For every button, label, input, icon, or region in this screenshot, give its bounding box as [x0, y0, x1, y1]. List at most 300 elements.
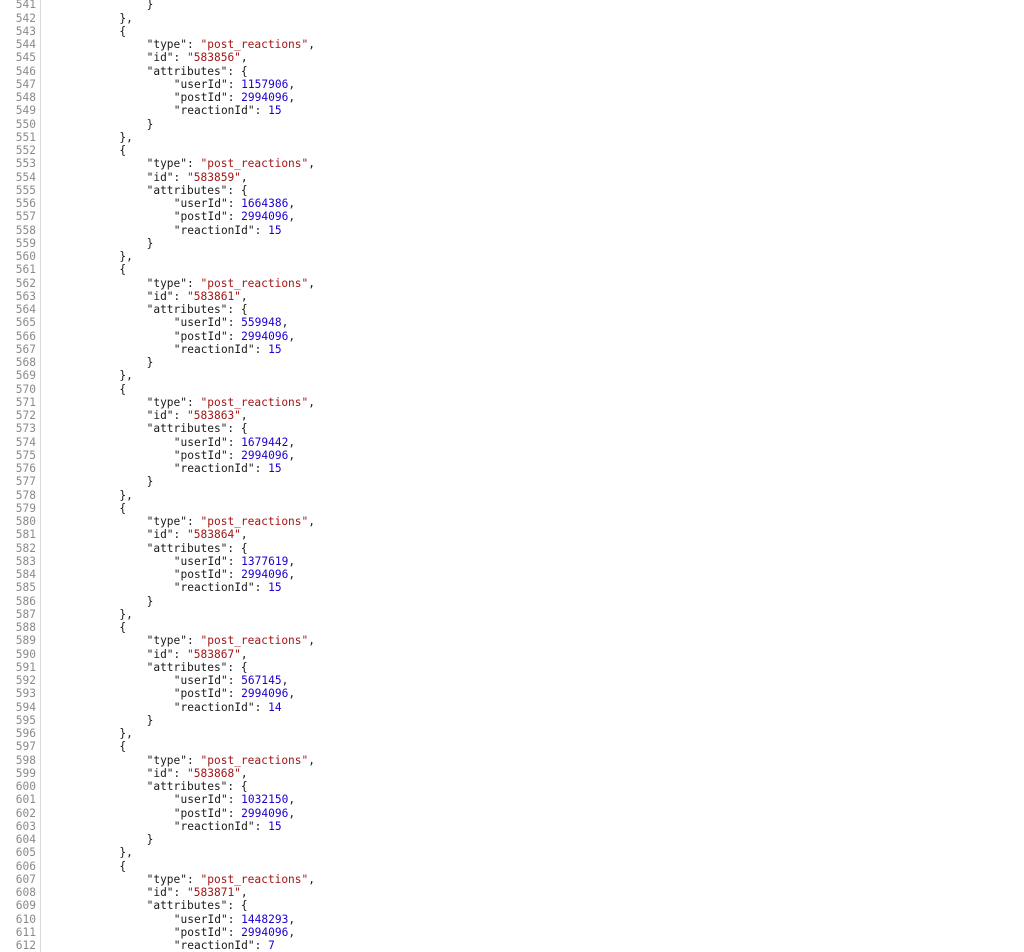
json-punctuation: { [119, 382, 127, 396]
json-number-value: 567145 [241, 674, 282, 687]
code-line [0, 250, 1024, 263]
json-punctuation: } [146, 713, 154, 727]
json-punctuation: : [227, 77, 242, 91]
json-key: "userId" [173, 77, 228, 91]
line-number: 544 [0, 38, 41, 51]
json-number-value: 1157906 [241, 77, 289, 91]
line-content [41, 727, 1024, 740]
json-punctuation: , [308, 395, 316, 409]
json-punctuation: : [227, 793, 242, 807]
code-line [0, 78, 1024, 91]
line-content [41, 528, 1024, 541]
json-key: "postId" [173, 91, 228, 104]
line-content [41, 833, 1024, 846]
json-key: "id" [146, 886, 174, 899]
line-content [41, 343, 1024, 356]
code-line [0, 171, 1024, 184]
code-line [0, 846, 1024, 859]
line-content [41, 661, 1024, 674]
json-punctuation: : [187, 157, 201, 171]
json-punctuation: : [187, 276, 201, 290]
line-content [41, 224, 1024, 237]
json-punctuation: , [240, 528, 248, 542]
json-key: "reactionId" [173, 581, 255, 595]
code-line [0, 449, 1024, 462]
code-line [0, 555, 1024, 568]
code-line [0, 701, 1024, 714]
line-content [41, 555, 1024, 568]
code-line [0, 939, 1024, 952]
code-line [0, 727, 1024, 740]
json-string-value: "583859" [187, 170, 241, 184]
line-number: 553 [0, 157, 41, 170]
code-line [0, 462, 1024, 475]
line-number: 570 [0, 383, 41, 396]
json-punctuation: : [227, 687, 242, 701]
line-number: 602 [0, 807, 41, 820]
json-key: "userId" [173, 435, 228, 449]
json-punctuation: , [288, 568, 296, 581]
json-punctuation: }, [119, 488, 133, 502]
line-number: 612 [0, 939, 41, 952]
json-punctuation: : [187, 395, 201, 409]
line-number: 566 [0, 330, 41, 343]
json-string-value: "583868" [187, 766, 241, 780]
json-punctuation: { [119, 859, 127, 873]
line-number: 577 [0, 475, 41, 488]
json-punctuation: : [227, 197, 242, 210]
json-key: "postId" [173, 329, 228, 343]
json-key: "userId" [173, 793, 228, 807]
json-key: "type" [146, 753, 188, 767]
code-line [0, 489, 1024, 502]
json-string-value: "post_reactions" [200, 634, 309, 648]
json-punctuation: , [288, 925, 296, 939]
line-number: 569 [0, 369, 41, 382]
code-line [0, 740, 1024, 753]
json-punctuation: : [187, 38, 201, 51]
line-number: 578 [0, 489, 41, 502]
json-key: "reactionId" [173, 700, 255, 714]
json-punctuation: , [308, 515, 316, 528]
json-string-value: "post_reactions" [200, 276, 309, 290]
code-line [0, 436, 1024, 449]
line-content [41, 926, 1024, 939]
json-key: "userId" [173, 316, 228, 330]
line-content [41, 277, 1024, 290]
json-punctuation: , [288, 329, 296, 343]
json-punctuation: , [288, 210, 296, 224]
json-punctuation: : [227, 806, 242, 820]
json-punctuation: , [308, 634, 316, 648]
line-number: 562 [0, 277, 41, 290]
json-punctuation: : [254, 462, 269, 475]
json-string-value: "583871" [187, 886, 241, 899]
line-number: 608 [0, 886, 41, 899]
code-line [0, 277, 1024, 290]
line-content [41, 131, 1024, 144]
json-key: "type" [146, 395, 188, 409]
line-content [41, 290, 1024, 303]
code-line [0, 369, 1024, 382]
line-number: 561 [0, 263, 41, 276]
line-content [41, 237, 1024, 250]
line-number: 606 [0, 860, 41, 873]
code-line [0, 157, 1024, 170]
line-content [41, 144, 1024, 157]
json-number-value: 1664386 [241, 197, 289, 210]
code-line [0, 820, 1024, 833]
line-content [41, 515, 1024, 528]
line-content [41, 250, 1024, 263]
json-punctuation: }, [119, 846, 133, 860]
json-punctuation: }, [119, 11, 133, 25]
json-punctuation: } [146, 833, 154, 846]
code-line [0, 687, 1024, 700]
json-punctuation: , [281, 674, 289, 687]
line-content [41, 714, 1024, 727]
json-string-value: "583863" [187, 409, 241, 422]
json-key: "type" [146, 872, 188, 886]
code-line [0, 793, 1024, 806]
line-number: 605 [0, 846, 41, 859]
json-punctuation: : [227, 674, 242, 687]
json-punctuation: : [187, 872, 201, 886]
json-key: "attributes" [146, 422, 228, 436]
code-line [0, 886, 1024, 899]
json-punctuation: , [288, 91, 296, 104]
json-key: "id" [146, 409, 174, 422]
json-punctuation: , [240, 647, 248, 661]
code-line [0, 210, 1024, 223]
json-number-value: 15 [268, 342, 282, 356]
line-number: 586 [0, 595, 41, 608]
line-number: 611 [0, 926, 41, 939]
json-key: "postId" [173, 210, 228, 224]
json-punctuation: , [240, 409, 248, 422]
line-content [41, 51, 1024, 64]
line-number: 596 [0, 727, 41, 740]
line-number: 563 [0, 290, 41, 303]
code-line [0, 356, 1024, 369]
json-key: "type" [146, 38, 188, 51]
json-number-value: 15 [268, 223, 282, 237]
json-punctuation: , [240, 289, 248, 303]
json-number-value: 2994096 [241, 687, 289, 701]
json-key: "type" [146, 634, 188, 648]
code-line [0, 581, 1024, 594]
line-content [41, 767, 1024, 780]
line-content [41, 330, 1024, 343]
json-punctuation: : { [227, 899, 248, 913]
json-punctuation: , [308, 38, 316, 51]
line-number: 543 [0, 25, 41, 38]
line-content [41, 118, 1024, 131]
code-line [0, 316, 1024, 329]
code-line [0, 515, 1024, 528]
json-punctuation: , [288, 806, 296, 820]
line-content [41, 489, 1024, 502]
line-content [41, 687, 1024, 700]
line-number: 600 [0, 780, 41, 793]
json-key: "reactionId" [173, 223, 255, 237]
line-number: 597 [0, 740, 41, 753]
code-line [0, 913, 1024, 926]
json-key: "userId" [173, 912, 228, 926]
line-content [41, 303, 1024, 316]
json-punctuation: } [146, 356, 154, 369]
json-punctuation: : [227, 568, 242, 581]
code-line [0, 290, 1024, 303]
line-content [41, 25, 1024, 38]
line-content [41, 436, 1024, 449]
json-punctuation: : [254, 104, 269, 118]
json-number-value: 1032150 [241, 793, 289, 807]
code-line [0, 224, 1024, 237]
json-number-value: 2994096 [241, 91, 289, 104]
json-number-value: 1448293 [241, 912, 289, 926]
line-content [41, 65, 1024, 78]
line-content [41, 780, 1024, 793]
json-key: "postId" [173, 806, 228, 820]
line-number: 591 [0, 661, 41, 674]
json-key: "reactionId" [173, 462, 255, 475]
line-content [41, 860, 1024, 873]
json-punctuation: , [308, 753, 316, 767]
json-punctuation: , [288, 554, 296, 568]
line-content [41, 462, 1024, 475]
json-string-value: "583856" [187, 51, 241, 65]
code-line [0, 25, 1024, 38]
line-number: 549 [0, 104, 41, 117]
line-number: 585 [0, 581, 41, 594]
json-key: "id" [146, 647, 174, 661]
line-content [41, 38, 1024, 51]
json-punctuation: : { [227, 660, 248, 674]
json-punctuation: , [308, 872, 316, 886]
line-number: 588 [0, 621, 41, 634]
json-number-value: 15 [268, 104, 282, 118]
json-string-value: "583861" [187, 289, 241, 303]
line-number: 556 [0, 197, 41, 210]
json-punctuation: : [254, 819, 269, 833]
code-line [0, 754, 1024, 767]
line-number: 555 [0, 184, 41, 197]
line-number: 590 [0, 648, 41, 661]
code-line [0, 542, 1024, 555]
code-line [0, 621, 1024, 634]
line-content [41, 104, 1024, 117]
json-number-value: 14 [268, 700, 282, 714]
json-key: "id" [146, 289, 174, 303]
line-number: 542 [0, 12, 41, 25]
json-key: "userId" [173, 554, 228, 568]
json-punctuation: , [281, 316, 289, 330]
code-line [0, 648, 1024, 661]
code-line [0, 263, 1024, 276]
line-content [41, 91, 1024, 104]
code-line [0, 0, 1024, 12]
json-punctuation: : { [227, 541, 248, 555]
json-string-value: "post_reactions" [200, 753, 309, 767]
json-key: "attributes" [146, 899, 228, 913]
json-punctuation: }, [119, 369, 133, 383]
line-content [41, 873, 1024, 886]
json-key: "reactionId" [173, 342, 255, 356]
code-line [0, 144, 1024, 157]
code-line [0, 714, 1024, 727]
line-number: 581 [0, 528, 41, 541]
line-number: 557 [0, 210, 41, 223]
json-punctuation: : [227, 210, 242, 224]
line-content [41, 369, 1024, 382]
json-number-value: 1377619 [241, 554, 289, 568]
line-number: 571 [0, 396, 41, 409]
code-line [0, 860, 1024, 873]
line-content [41, 701, 1024, 714]
line-content [41, 542, 1024, 555]
json-punctuation: , [288, 793, 296, 807]
json-string-value: "post_reactions" [200, 157, 309, 171]
line-content [41, 78, 1024, 91]
line-number: 550 [0, 118, 41, 131]
code-line [0, 502, 1024, 515]
code-line [0, 674, 1024, 687]
line-number: 582 [0, 542, 41, 555]
json-punctuation: : [254, 342, 269, 356]
code-line [0, 12, 1024, 25]
code-line [0, 475, 1024, 488]
code-line [0, 104, 1024, 117]
json-number-value: 15 [268, 581, 282, 595]
json-punctuation: , [240, 51, 248, 65]
line-content [41, 197, 1024, 210]
code-line [0, 780, 1024, 793]
json-punctuation: : [187, 753, 201, 767]
json-punctuation: { [119, 501, 127, 515]
line-content [41, 210, 1024, 223]
code-line [0, 38, 1024, 51]
line-number: 593 [0, 687, 41, 700]
json-punctuation: : [254, 700, 269, 714]
json-punctuation: , [288, 687, 296, 701]
code-line [0, 184, 1024, 197]
line-content [41, 595, 1024, 608]
line-number: 548 [0, 91, 41, 104]
json-punctuation: }, [119, 130, 133, 144]
json-number-value: 559948 [241, 316, 282, 330]
line-number: 609 [0, 899, 41, 912]
json-key: "reactionId" [173, 939, 255, 952]
code-line [0, 396, 1024, 409]
line-number: 584 [0, 568, 41, 581]
code-line [0, 595, 1024, 608]
json-key: "id" [146, 170, 174, 184]
line-content [41, 0, 1024, 12]
json-punctuation: : { [227, 64, 248, 78]
json-punctuation: { [119, 740, 127, 754]
line-number: 595 [0, 714, 41, 727]
code-line [0, 661, 1024, 674]
code-line [0, 118, 1024, 131]
json-punctuation: , [288, 912, 296, 926]
line-number: 594 [0, 701, 41, 714]
json-key: "id" [146, 766, 174, 780]
line-number: 579 [0, 502, 41, 515]
code-line [0, 330, 1024, 343]
line-content [41, 475, 1024, 488]
line-content [41, 502, 1024, 515]
json-key: "type" [146, 515, 188, 528]
json-punctuation: : [254, 939, 269, 952]
json-key: "attributes" [146, 183, 228, 197]
line-number: 592 [0, 674, 41, 687]
code-line [0, 237, 1024, 250]
json-number-value: 2994096 [241, 329, 289, 343]
code-line [0, 51, 1024, 64]
json-punctuation: : [173, 409, 188, 422]
line-content [41, 899, 1024, 912]
json-key: "userId" [173, 197, 228, 210]
code-line [0, 568, 1024, 581]
code-line [0, 634, 1024, 647]
json-punctuation: : [173, 528, 188, 542]
line-content [41, 634, 1024, 647]
json-number-value: 2994096 [241, 568, 289, 581]
json-string-value: "583867" [187, 647, 241, 661]
line-number: 603 [0, 820, 41, 833]
line-number: 565 [0, 316, 41, 329]
line-content [41, 807, 1024, 820]
json-punctuation: }, [119, 607, 133, 621]
code-line [0, 131, 1024, 144]
json-number-value: 15 [268, 462, 282, 475]
json-punctuation: { [119, 263, 127, 277]
code-line [0, 65, 1024, 78]
json-string-value: "583864" [187, 528, 241, 542]
json-key: "postId" [173, 687, 228, 701]
json-punctuation: : [173, 647, 188, 661]
json-punctuation: , [240, 170, 248, 184]
json-punctuation: : [254, 223, 269, 237]
json-key: "postId" [173, 448, 228, 462]
line-content [41, 621, 1024, 634]
json-key: "attributes" [146, 64, 228, 78]
json-punctuation: : [227, 448, 242, 462]
json-punctuation: , [308, 157, 316, 171]
json-punctuation: , [240, 766, 248, 780]
line-number: 599 [0, 767, 41, 780]
line-content [41, 171, 1024, 184]
line-number: 610 [0, 913, 41, 926]
line-number: 558 [0, 224, 41, 237]
json-punctuation: : [173, 886, 188, 899]
line-content [41, 184, 1024, 197]
json-punctuation: : [227, 554, 242, 568]
json-punctuation: } [146, 117, 154, 131]
code-line [0, 197, 1024, 210]
json-punctuation: : [173, 289, 188, 303]
json-key: "id" [146, 528, 174, 542]
code-line [0, 833, 1024, 846]
json-string-value: "post_reactions" [200, 872, 309, 886]
code-line [0, 873, 1024, 886]
json-punctuation: : { [227, 303, 248, 316]
json-punctuation: { [119, 144, 127, 157]
line-number: 541 [0, 0, 41, 12]
line-content [41, 422, 1024, 435]
line-content [41, 396, 1024, 409]
